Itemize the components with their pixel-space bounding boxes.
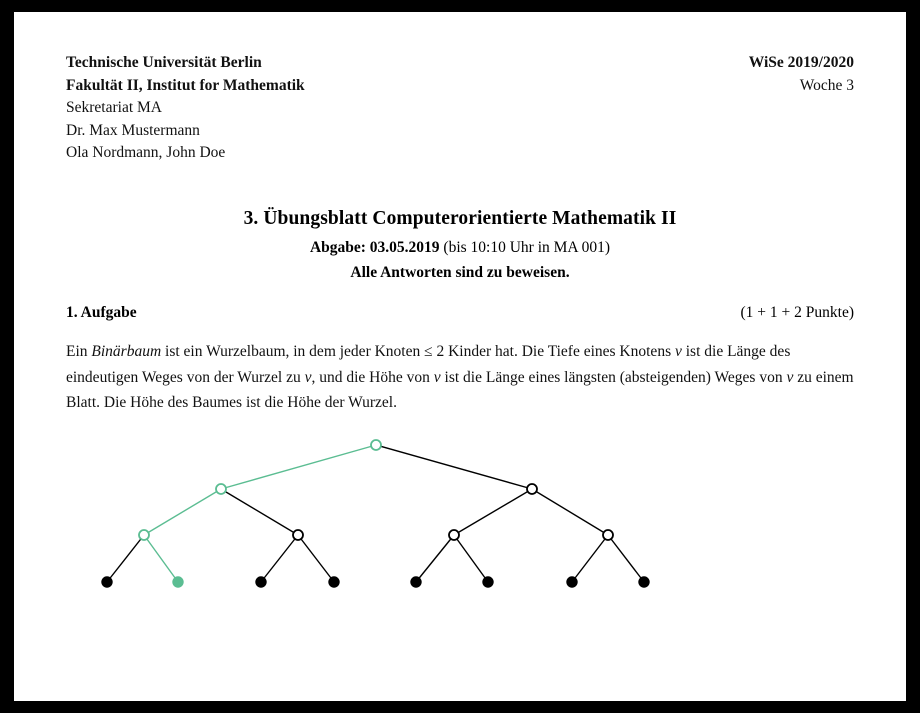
header-line-university: Technische Universität Berlin — [66, 54, 262, 71]
tree-edge — [416, 535, 454, 582]
task-points: (1 + 1 + 2 Punkte) — [740, 304, 854, 321]
header-line-week: Woche 3 — [799, 76, 854, 94]
tree-edge — [572, 535, 608, 582]
tree-edge — [454, 535, 488, 582]
tree-leaf-node — [483, 577, 493, 587]
due-date: Abgabe: 03.05.2019 — [309, 239, 440, 256]
document-content — [66, 52, 854, 607]
tree-leaf-node — [102, 577, 112, 587]
tree-inner-node — [527, 484, 537, 494]
tree-edge — [144, 535, 178, 582]
header-right-block — [749, 52, 854, 97]
tree-leaf-node — [411, 577, 421, 587]
header-line-secretariat: Sekretariat MA — [66, 99, 162, 116]
paragraph-part-italic: v — [786, 368, 794, 386]
tree-edge — [261, 535, 298, 582]
tree-inner-node — [293, 530, 303, 540]
document-page — [14, 12, 906, 701]
paragraph-part-italic: v — [674, 343, 682, 360]
header-line-lecturer: Dr. Max Mustermann — [66, 121, 200, 139]
header-line-semester: WiSe 2019/2020 — [748, 54, 854, 71]
paragraph-part: zu einem Blatt. Die Höhe des Baumes ist die Höhe der Wurzel. — [66, 368, 854, 411]
title-block — [66, 208, 854, 282]
paragraph-part: , und die Höhe von — [311, 368, 434, 386]
tree-inner-node — [603, 530, 613, 540]
paragraph-part-italic: v — [433, 368, 441, 386]
answers-note: Alle Antworten sind zu beweisen. — [350, 264, 570, 281]
tree-edge — [144, 489, 221, 535]
task-paragraph — [66, 339, 854, 416]
tree-edge — [532, 489, 608, 535]
tree-edge — [107, 535, 144, 582]
tree-leaf-node — [567, 577, 577, 587]
due-detail: (bis 10:10 Uhr in MA 001) — [439, 239, 611, 256]
task-header-row — [66, 304, 854, 326]
tree-leaf-node — [329, 577, 339, 587]
paragraph-part: Ein — [66, 343, 92, 360]
tree-inner-node — [139, 530, 149, 540]
tree-edge — [298, 535, 334, 582]
tree-leaf-node — [639, 577, 649, 587]
figure-container — [66, 432, 854, 607]
header-line-tutors: Ola Nordmann, John Doe — [66, 144, 226, 161]
tree-inner-node — [371, 440, 381, 450]
document-header — [66, 52, 854, 182]
tree-edge — [608, 535, 644, 582]
tree-leaf-node — [256, 577, 266, 587]
tree-edge — [221, 489, 298, 535]
paragraph-part: ist ein Wurzelbaum, in dem jeder Knoten ≤ 2 Kinder hat. Die Tiefe eines Knotens — [161, 343, 675, 360]
due-line — [66, 239, 854, 257]
paragraph-part: ist die Länge eines längsten (absteigenden) Weges von — [440, 368, 787, 386]
paragraph-part-italic: v — [304, 368, 312, 386]
tree-edge — [376, 445, 532, 489]
tree-edge — [221, 445, 376, 489]
task-label: 1. Aufgabe — [66, 304, 137, 321]
tree-inner-node — [216, 484, 226, 494]
paragraph-part: ist die Länge des eindeutigen Weges von der Wurzel zu — [66, 343, 791, 386]
page-title: 3. Übungsblatt Computerorientierte Mathematik II — [243, 208, 677, 229]
tree-leaf-node — [173, 577, 183, 587]
tree-edge — [454, 489, 532, 535]
header-left-block — [66, 52, 305, 165]
binary-tree-diagram — [66, 432, 856, 607]
tree-inner-node — [449, 530, 459, 540]
paragraph-part-italic: Binärbaum — [91, 343, 162, 360]
header-line-faculty: Fakultät II, Institut for Mathematik — [66, 76, 305, 94]
